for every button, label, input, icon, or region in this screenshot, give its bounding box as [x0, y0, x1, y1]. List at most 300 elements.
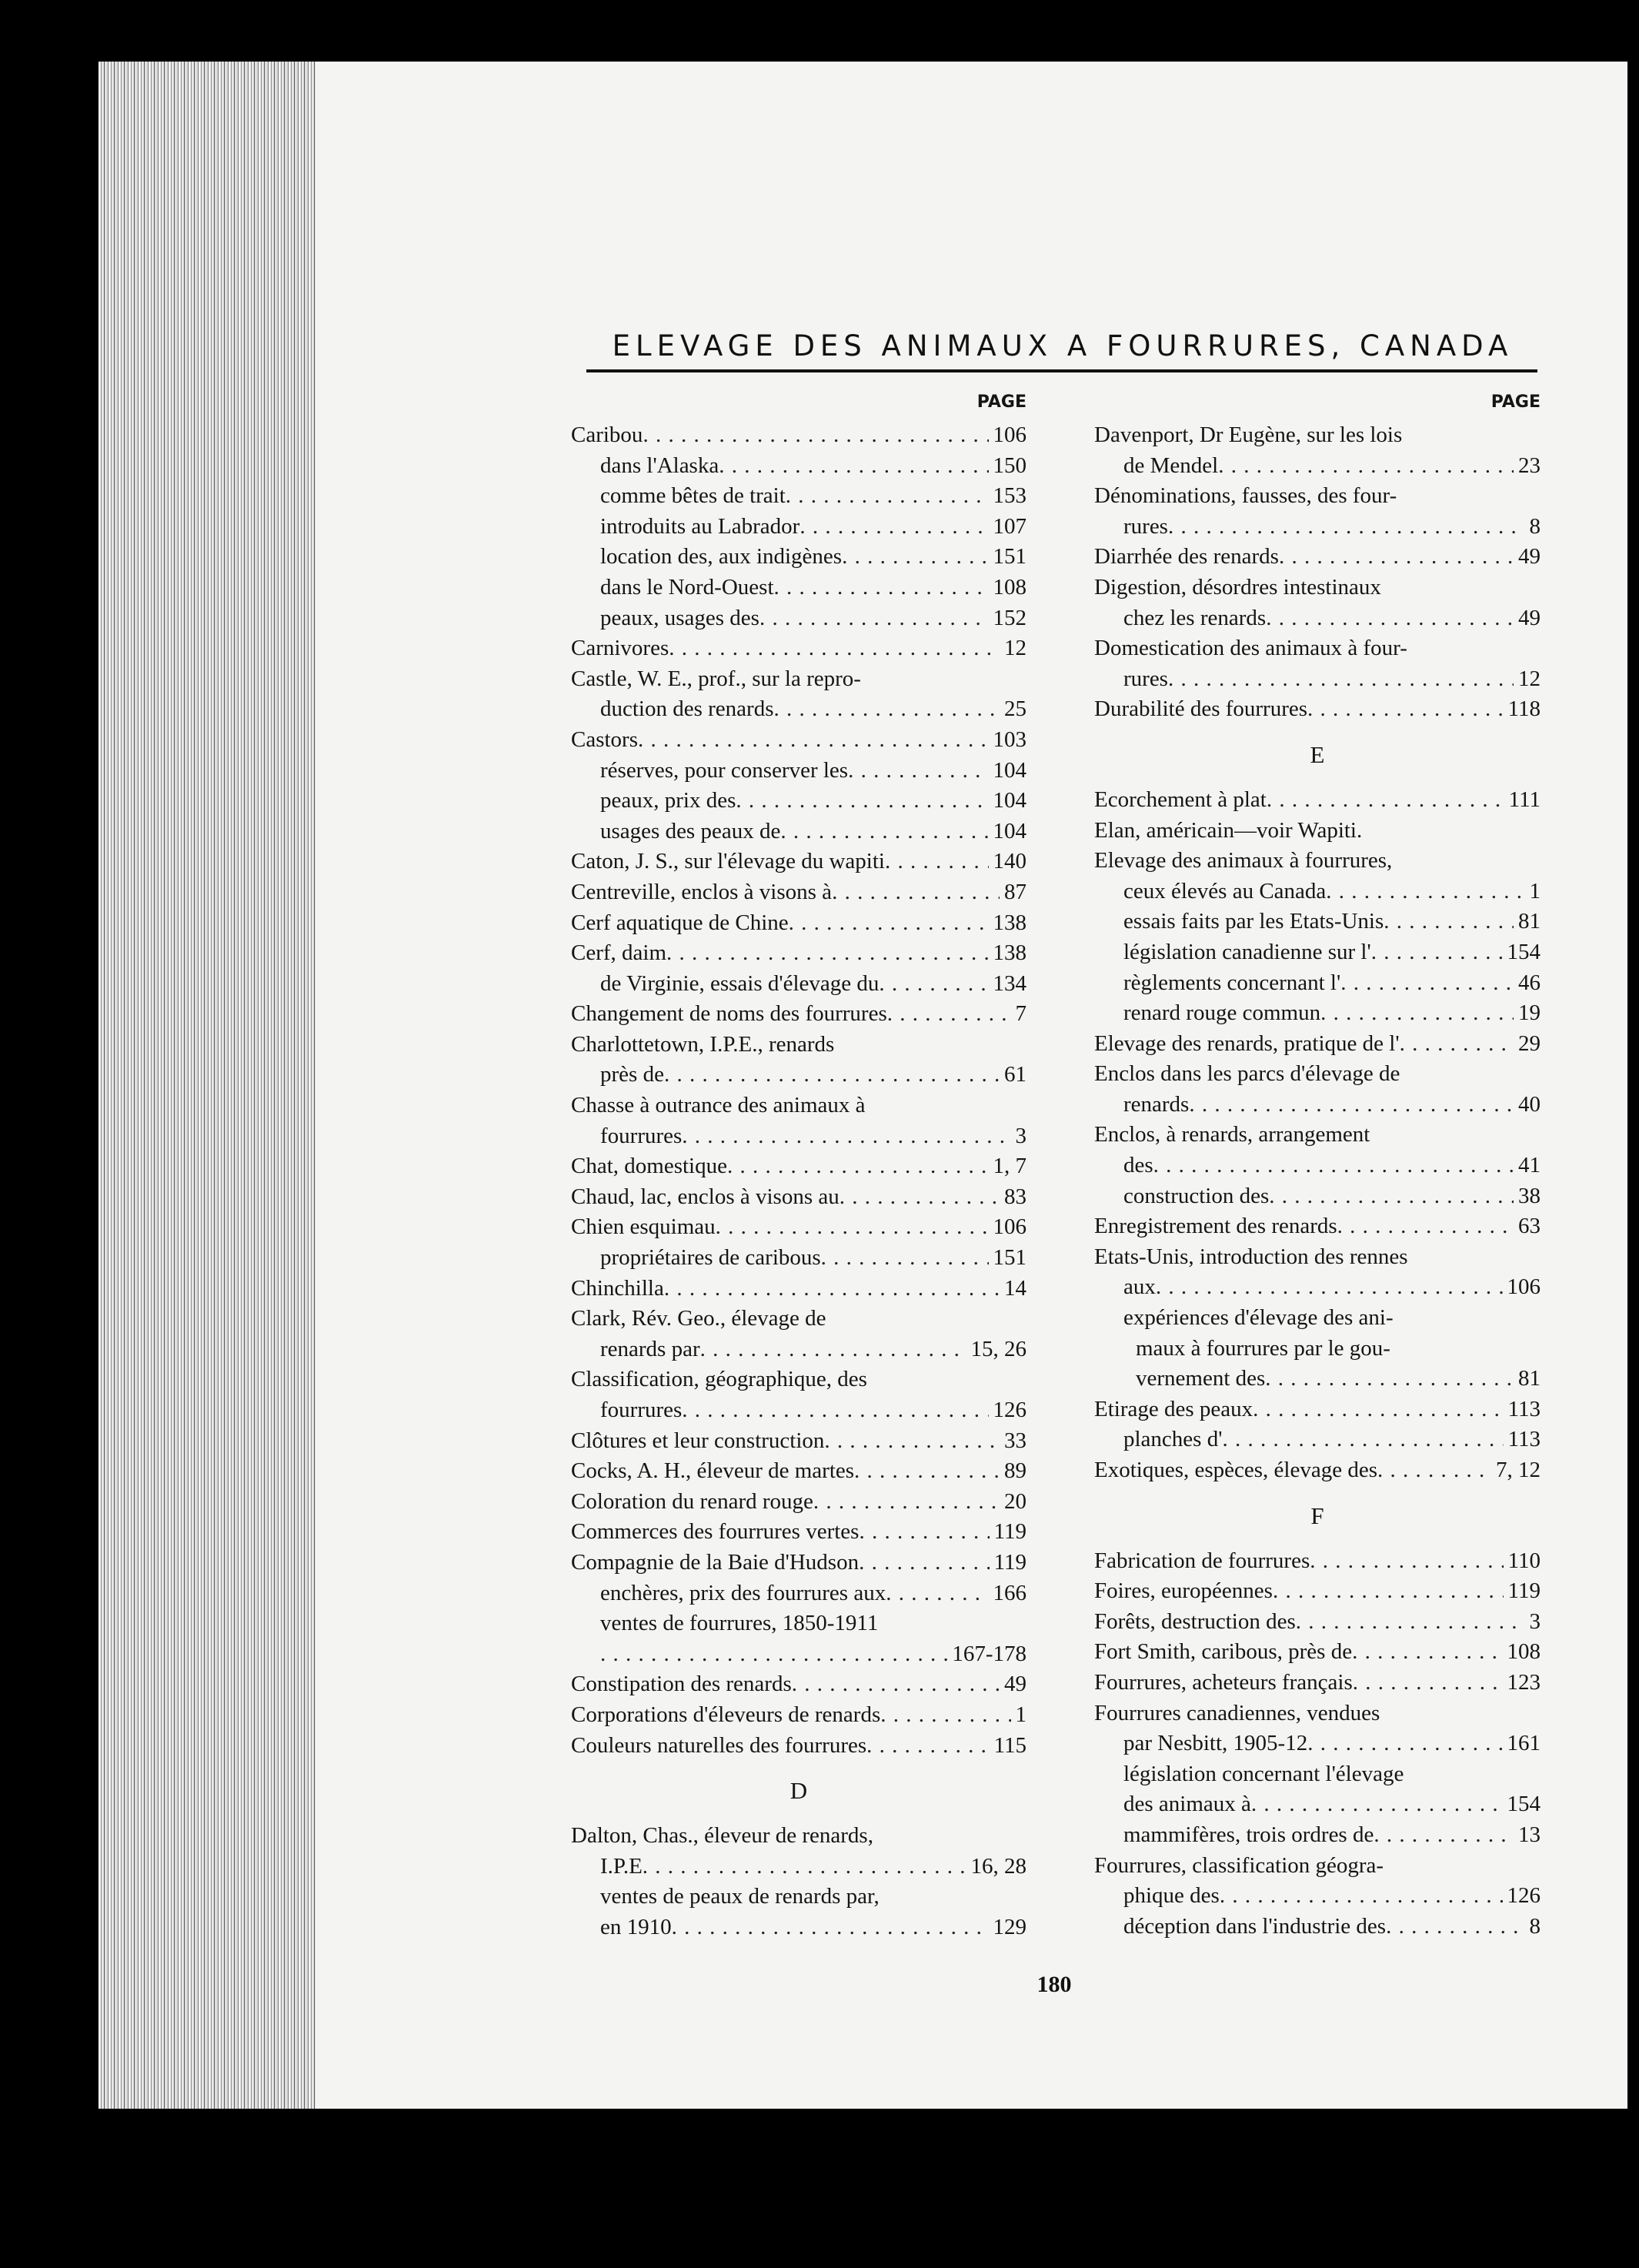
entry-text: expériences d'élevage des ani-: [1123, 1305, 1394, 1331]
page-number: 180: [1036, 1972, 1072, 1997]
entry-page: 87: [1004, 879, 1026, 904]
entry-text: Etats-Unis, introduction des rennes: [1094, 1244, 1408, 1269]
running-head: ELEVAGE DES ANIMAUX A FOURRURES, CANADA: [612, 329, 1514, 362]
index-column-right: [1094, 385, 1541, 1942]
index-entry: [571, 1882, 1026, 1912]
dot-leader: [1386, 1912, 1524, 1942]
index-entry: [1094, 1425, 1541, 1455]
index-entry: [1094, 907, 1541, 937]
entry-text: renards par: [600, 1336, 700, 1361]
entry-page: 161: [1507, 1731, 1541, 1756]
entry-text: Elan, américain—voir Wapiti.: [1094, 817, 1363, 843]
index-entry: [1094, 1395, 1541, 1425]
entry-text: Cerf, daim: [571, 940, 667, 966]
index-entry: [571, 1151, 1026, 1182]
entry-text: Charlottetown, I.P.E., renards: [571, 1031, 835, 1057]
index-entry: [571, 1700, 1026, 1731]
entry-text: Fort Smith, caribous, près de: [1094, 1639, 1353, 1665]
entry-page: 126: [993, 1398, 1026, 1422]
index-entry: [1094, 1090, 1541, 1121]
dot-leader: [821, 1243, 989, 1274]
entry-text: dans le Nord-Ouest: [600, 574, 774, 600]
entry-text: Dénominations, fausses, des four-: [1094, 483, 1397, 509]
entry-text: Enclos dans les parcs d'élevage de: [1094, 1061, 1400, 1087]
entry-text: en 1910: [600, 1914, 672, 1939]
section-letter: F: [1310, 1501, 1324, 1529]
index-entry: [571, 938, 1026, 969]
dot-leader: [880, 1700, 1010, 1731]
index-entry: [1094, 573, 1541, 603]
entry-text: Clôtures et leur construction: [571, 1428, 825, 1453]
index-entry: [1094, 816, 1541, 847]
entry-text: de Mendel: [1123, 453, 1219, 478]
entry-page: 20: [1004, 1488, 1026, 1514]
dot-leader: [886, 1578, 988, 1609]
dot-leader: [1337, 1211, 1514, 1242]
entry-text: Durabilité des fourrures: [1094, 696, 1308, 722]
dot-leader: [1307, 694, 1504, 725]
index-entry: [1094, 1211, 1541, 1242]
index-entry: [571, 999, 1026, 1030]
index-entry: [571, 756, 1026, 787]
index-entry: [1094, 694, 1541, 725]
index-entry: [571, 1669, 1026, 1700]
dot-leader: [736, 786, 988, 817]
stacked-page-edges: [98, 62, 329, 2109]
index-entry: [1094, 664, 1541, 695]
entry-text: Caton, J. S., sur l'élevage du wapiti: [571, 849, 885, 874]
entry-page: 151: [993, 544, 1026, 570]
entry-page: 81: [1518, 909, 1541, 934]
entry-page: 41: [1518, 1153, 1541, 1178]
entry-text: rures: [1123, 513, 1168, 539]
index-entry: [1094, 1820, 1541, 1851]
entry-text: introduits au Labrador: [600, 513, 800, 539]
entry-page: 108: [1507, 1639, 1541, 1665]
entry-text: Elevage des animaux à fourrures,: [1094, 848, 1393, 873]
entry-text: comme bêtes de trait: [600, 483, 786, 509]
index-entry: [1094, 1668, 1541, 1698]
dot-leader: [1307, 1729, 1502, 1759]
dot-leader: [789, 908, 989, 939]
entry-page: 12: [1518, 666, 1541, 691]
index-entry: [571, 1091, 1026, 1121]
dot-leader: [682, 1121, 1010, 1152]
entry-text: enchères, prix des fourrures aux: [600, 1580, 886, 1605]
entry-page: 46: [1518, 970, 1541, 995]
index-entry: [1094, 1729, 1541, 1759]
entry-text: rures: [1123, 666, 1168, 691]
dot-leader: [1168, 664, 1514, 695]
index-entry: [571, 725, 1026, 756]
index-entry: [1094, 1364, 1541, 1395]
index-entry: [571, 847, 1026, 877]
entry-page: 118: [1507, 696, 1541, 722]
entry-page: 126: [1507, 1883, 1541, 1909]
entry-page: 15, 26: [970, 1336, 1026, 1361]
entry-text: I.P.E: [600, 1853, 643, 1879]
index-entry: [1094, 968, 1541, 999]
entry-text: Enregistrement des renards: [1094, 1214, 1337, 1239]
dot-leader: [1374, 1820, 1514, 1851]
index-entry: [571, 481, 1026, 512]
dot-leader: [1353, 1668, 1503, 1698]
index-entry: [1094, 1607, 1541, 1638]
dot-leader: [1189, 1090, 1514, 1121]
index-entry: [571, 1060, 1026, 1091]
index-entry: [1094, 1698, 1541, 1729]
entry-page: 8: [1529, 1913, 1541, 1939]
index-entry: [571, 664, 1026, 695]
entry-text: des: [1123, 1153, 1153, 1178]
dot-leader: [885, 847, 989, 877]
entry-page: 138: [993, 910, 1026, 935]
dot-leader: [1377, 1455, 1491, 1486]
entry-text: phique des: [1123, 1883, 1220, 1909]
entry-text: renard rouge commun: [1123, 1000, 1321, 1026]
entry-text: législation canadienne sur l': [1123, 939, 1371, 964]
dot-leader: [774, 573, 989, 603]
entry-text: près de: [600, 1062, 664, 1087]
dot-leader: [1279, 542, 1514, 573]
entry-text: Chat, domestique: [571, 1154, 727, 1179]
index-entry: [1094, 1546, 1541, 1577]
entry-text: Ecorchement à plat: [1094, 787, 1267, 812]
entry-page: 40: [1518, 1091, 1541, 1117]
entry-text: fourrures: [600, 1398, 683, 1422]
entry-text: déception dans l'industrie des: [1123, 1913, 1387, 1939]
entry-page: 38: [1518, 1183, 1541, 1208]
index-entry: [1094, 633, 1541, 664]
dot-leader: [669, 633, 1000, 664]
entry-page: 153: [993, 483, 1026, 509]
index-entry: [571, 512, 1026, 543]
entry-text: Digestion, désordres intestinaux: [1094, 574, 1381, 600]
index-entry: [1094, 1637, 1541, 1668]
entry-text: de Virginie, essais d'élevage du: [600, 970, 880, 996]
index-entry: [571, 1639, 1026, 1670]
entry-page: 1: [1529, 878, 1541, 904]
index-entry: [571, 1121, 1026, 1152]
entry-page: 61: [1004, 1062, 1026, 1087]
dot-leader: [1218, 451, 1514, 482]
index-entry: [571, 1030, 1026, 1061]
entry-page: 106: [993, 423, 1026, 447]
entry-page: 106: [1507, 1274, 1541, 1300]
entry-page: 113: [1507, 1427, 1541, 1452]
entry-text: propriétaires de caribous: [600, 1245, 821, 1271]
index-entry: [1094, 1272, 1541, 1303]
index-entry: [1094, 937, 1541, 968]
index-entry: [1094, 877, 1541, 907]
index-entry: [571, 908, 1026, 939]
dot-leader: [716, 1212, 989, 1243]
entry-text: Constipation des renards: [571, 1672, 792, 1697]
index-entry: [571, 1608, 1026, 1639]
entry-text: Enclos, à renards, arrangement: [1094, 1122, 1370, 1147]
column-page-label: PAGE: [976, 392, 1026, 412]
index-entry: [571, 877, 1026, 908]
entry-page: 129: [993, 1914, 1026, 1939]
entry-text: ceux élevés au Canada: [1123, 878, 1327, 904]
index-entry: [1094, 998, 1541, 1029]
entry-text: location des, aux indigènes: [600, 544, 843, 570]
entry-text: Diarrhée des renards: [1094, 544, 1279, 570]
index-entries-left: [571, 420, 1026, 1943]
entry-text: aux: [1123, 1274, 1156, 1300]
entry-page: 119: [993, 1549, 1026, 1575]
dot-leader: [664, 1274, 1000, 1304]
entry-text: Castle, W. E., prof., sur la repro-: [571, 666, 861, 691]
dot-leader: [1153, 1151, 1514, 1181]
entry-page: 81: [1518, 1366, 1541, 1391]
dot-leader: [700, 1334, 966, 1365]
index-entry: [571, 1426, 1026, 1457]
index-entry: [571, 1182, 1026, 1213]
entry-text: duction des renards: [600, 696, 774, 722]
index-entry: [571, 1731, 1026, 1762]
entry-page: 7, 12: [1496, 1458, 1541, 1482]
entry-page: 29: [1518, 1030, 1541, 1056]
index-entry: [571, 969, 1026, 1000]
entry-page: 12: [1004, 636, 1026, 661]
entry-page: 49: [1004, 1672, 1026, 1697]
dot-leader: [759, 603, 989, 634]
dot-leader: [719, 451, 988, 482]
entry-page: 119: [1507, 1578, 1541, 1604]
dot-leader: [672, 1912, 989, 1943]
dot-leader: [643, 420, 988, 451]
entry-page: 167-178: [952, 1641, 1026, 1666]
entry-text: Foires, européennes: [1094, 1578, 1273, 1604]
dot-leader: [879, 969, 988, 1000]
entry-page: 123: [1507, 1669, 1541, 1695]
dot-leader: [832, 877, 1000, 908]
dot-leader: [1220, 1881, 1503, 1912]
entry-page: 151: [993, 1245, 1026, 1271]
dot-leader: [799, 512, 988, 543]
dot-leader: [854, 1456, 1000, 1487]
entry-text: Domestication des animaux à four-: [1094, 636, 1407, 661]
index-entry: [1094, 1181, 1541, 1212]
entry-text: Classification, géographique, des: [571, 1367, 867, 1392]
dot-leader: [600, 1639, 947, 1670]
dot-leader: [1296, 1607, 1525, 1638]
entry-text: Chien esquimau: [571, 1214, 716, 1240]
entry-page: 3: [1529, 1608, 1541, 1634]
entry-page: 49: [1518, 544, 1541, 570]
dot-leader: [1156, 1272, 1503, 1303]
dot-leader: [1251, 1789, 1503, 1820]
entry-text: Fourrures, classification géogra-: [1094, 1852, 1384, 1878]
index-entry: [571, 817, 1026, 847]
index-entries-right: [1094, 420, 1541, 1942]
entry-text: Couleurs naturelles des fourrures: [571, 1732, 867, 1758]
entry-text: Castors: [571, 726, 638, 752]
index-entry: [1094, 542, 1541, 573]
dot-leader: [780, 817, 988, 847]
dot-leader: [824, 1426, 1000, 1457]
index-entry: [571, 1395, 1026, 1426]
entry-text: par Nesbitt, 1905-12: [1123, 1731, 1308, 1756]
index-entry: [571, 1364, 1026, 1395]
entry-text: essais faits par les Etats-Unis: [1123, 909, 1384, 934]
index-entry: [571, 1212, 1026, 1243]
entry-text: des animaux à: [1123, 1792, 1251, 1817]
index-entry: [1094, 451, 1541, 482]
index-entry: [1094, 846, 1541, 877]
entry-page: 63: [1518, 1214, 1541, 1239]
entry-text: Caribou: [571, 423, 643, 447]
entry-text: Forêts, destruction des: [1094, 1608, 1296, 1634]
index-entry: [1094, 1120, 1541, 1151]
entry-page: 154: [1507, 939, 1541, 964]
dot-leader: [727, 1151, 989, 1182]
entry-page: 83: [1004, 1184, 1026, 1209]
entry-text: législation concernant l'élevage: [1123, 1761, 1404, 1786]
entry-text: Commerces des fourrures vertes: [571, 1519, 860, 1545]
index-entry: [1094, 1789, 1541, 1820]
entry-text: règlements concernant l': [1123, 970, 1341, 995]
dot-leader: [1266, 603, 1514, 634]
index-entry: [1094, 1334, 1541, 1364]
index-entry: [1094, 481, 1541, 512]
entry-page: 104: [993, 788, 1026, 813]
entry-page: 23: [1518, 453, 1541, 478]
dot-leader: [664, 1060, 1000, 1091]
index-entry: [571, 420, 1026, 451]
entry-page: 115: [993, 1732, 1026, 1758]
section-letter: D: [789, 1777, 808, 1805]
index-entry: [1094, 1151, 1541, 1181]
entry-page: 14: [1004, 1275, 1026, 1301]
entry-page: 107: [993, 513, 1026, 539]
dot-leader: [866, 1731, 989, 1762]
entry-text: Chaud, lac, enclos à visons au: [571, 1184, 840, 1209]
index-entry: [1094, 1759, 1541, 1790]
index-entry: [1094, 420, 1541, 451]
dot-leader: [813, 1487, 1000, 1518]
index-entry: [1094, 1029, 1541, 1060]
index-entry: [1094, 1851, 1541, 1882]
dot-leader: [1400, 1029, 1514, 1060]
entry-page: 1, 7: [993, 1154, 1026, 1179]
index-entry: [571, 633, 1026, 664]
dot-leader: [1267, 785, 1504, 816]
index-entry: [1094, 785, 1541, 816]
entry-text: Elevage des renards, pratique de l': [1094, 1030, 1400, 1056]
entry-text: réserves, pour conserver les: [600, 757, 849, 783]
entry-page: 89: [1004, 1458, 1026, 1484]
entry-text: Fourrures canadiennes, vendues: [1094, 1700, 1380, 1725]
dot-leader: [1168, 512, 1525, 543]
index-entry: [571, 1274, 1026, 1304]
entry-page: 166: [993, 1580, 1026, 1605]
dot-leader: [1253, 1395, 1503, 1425]
dot-leader: [1320, 998, 1514, 1029]
entry-text: Etirage des peaux: [1094, 1396, 1253, 1421]
entry-text: ventes de fourrures, 1850-1911: [600, 1611, 879, 1636]
dot-leader: [682, 1395, 988, 1426]
entry-text: Chasse à outrance des animaux à: [571, 1093, 866, 1118]
entry-text: Centreville, enclos à visons à: [571, 879, 833, 904]
entry-page: 104: [993, 757, 1026, 783]
entry-text: Corporations d'éleveurs de renards: [571, 1702, 881, 1727]
entry-page: 25: [1004, 696, 1026, 722]
entry-text: peaux, usages des: [600, 605, 759, 630]
running-head-rule: [586, 369, 1537, 372]
index-entry: [571, 603, 1026, 634]
dot-leader: [638, 725, 989, 756]
index-entry: [571, 1821, 1026, 1852]
index-entry: [1094, 1912, 1541, 1942]
entry-page: 1: [1015, 1702, 1026, 1727]
entry-text: Cocks, A. H., éleveur de martes: [571, 1458, 855, 1484]
entry-text: maux à fourrures par le gou-: [1136, 1335, 1390, 1361]
entry-page: 138: [993, 940, 1026, 966]
entry-text: Dalton, Chas., éleveur de renards,: [571, 1823, 873, 1849]
dot-leader: [840, 1182, 1000, 1213]
entry-page: 3: [1015, 1123, 1026, 1148]
entry-text: mammifères, trois ordres de: [1123, 1822, 1374, 1847]
entry-page: 104: [993, 818, 1026, 843]
entry-text: Changement de noms des fourrures: [571, 1001, 887, 1027]
entry-text: Compagnie de la Baie d'Hudson: [571, 1549, 860, 1575]
index-entry: [571, 1578, 1026, 1609]
entry-page: 7: [1015, 1001, 1026, 1027]
entry-page: 108: [993, 574, 1026, 600]
entry-page: 150: [993, 453, 1026, 478]
index-entry: [571, 1548, 1026, 1578]
entry-page: 19: [1518, 1000, 1541, 1026]
entry-text: vernement des: [1136, 1366, 1266, 1391]
dot-leader: [1273, 1576, 1504, 1607]
entry-page: 110: [1507, 1548, 1541, 1573]
entry-page: 134: [993, 970, 1026, 996]
dot-leader: [643, 1852, 966, 1882]
entry-text: renards: [1123, 1091, 1190, 1117]
dot-leader: [666, 938, 988, 969]
index-entry: [571, 1852, 1026, 1882]
column-page-label: PAGE: [1490, 392, 1541, 412]
index-entry: [1094, 1576, 1541, 1607]
index-entry: [571, 694, 1026, 725]
index-entry: [571, 786, 1026, 817]
index-entry: [571, 1334, 1026, 1365]
entry-page: 103: [993, 726, 1026, 752]
index-entry: [1094, 1059, 1541, 1090]
dot-leader: [848, 756, 988, 787]
entry-text: Fourrures, acheteurs français: [1094, 1669, 1353, 1695]
index-entry: [1094, 1881, 1541, 1912]
entry-page: 13: [1518, 1822, 1541, 1847]
index-entry: [571, 1912, 1026, 1943]
dot-leader: [792, 1669, 1000, 1700]
entry-page: 140: [993, 849, 1026, 874]
entry-text: Cerf aquatique de Chine: [571, 910, 789, 935]
dot-leader: [859, 1517, 989, 1548]
entry-page: 113: [1507, 1396, 1541, 1421]
dot-leader: [1310, 1546, 1503, 1577]
dot-leader: [859, 1548, 989, 1578]
entry-text: fourrures: [600, 1123, 683, 1148]
index-entry: [571, 1304, 1026, 1334]
entry-page: 16, 28: [970, 1853, 1026, 1879]
dot-leader: [1326, 877, 1524, 907]
entry-text: Fabrication de fourrures: [1094, 1548, 1310, 1573]
index-entry: [1094, 512, 1541, 543]
index-entry: [571, 1487, 1026, 1518]
